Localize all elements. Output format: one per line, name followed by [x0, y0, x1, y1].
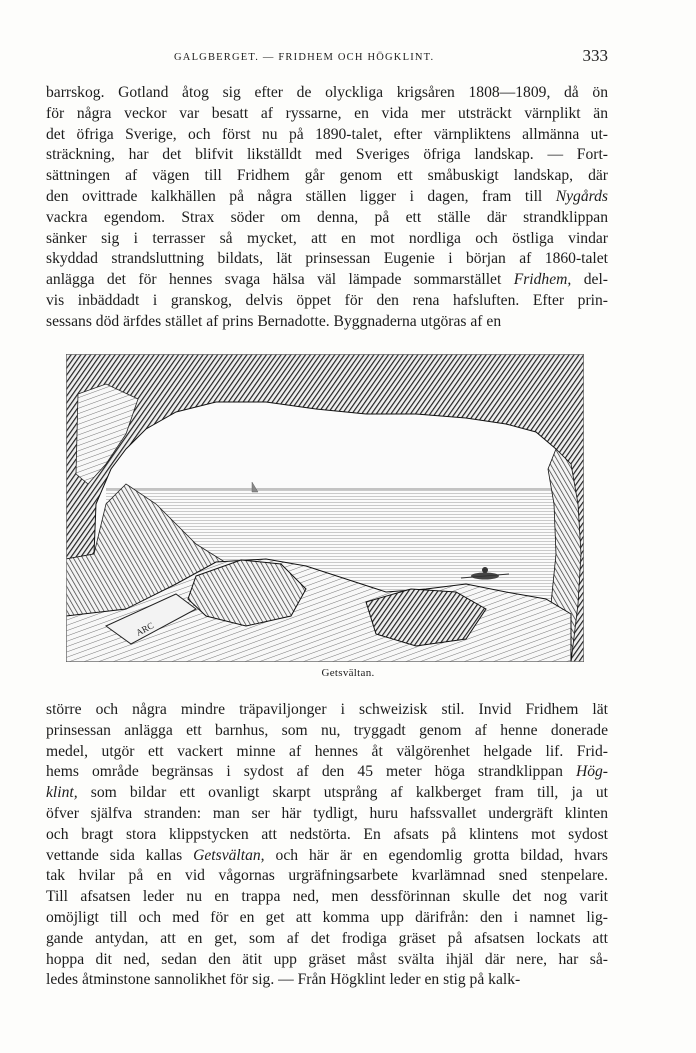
text-line: klint, som bildar ett ovanligt skarpt utsprång af kalkberget fram till, ja ut	[46, 784, 608, 802]
paragraph-1	[46, 83, 608, 333]
text-line: Till afsatsen leder nu en trappa ned, men dessförinnan skulle det nog varit	[46, 888, 608, 906]
text-line: hoppa dit ned, sedan den ätit upp gräset måst svälta ihjäl där nere, har så-	[46, 950, 608, 968]
text-line: det öfriga Sverige, och först nu på 1890-talet, efter värnpliktens allmänna ut-	[46, 125, 608, 143]
text-line: medel, utgör ett vackert minne af hennes åt välgörenhet helgade lif. Frid-	[46, 742, 608, 760]
engraving-inscription: ARC	[134, 620, 156, 638]
text-line: vis inbäddadt i granskog, delvis öppet för den rena hafsluften. Efter prin-	[46, 291, 608, 309]
text-line: sättningen af vägen till Fridhem går genom ett småbuskigt landskap, där	[46, 167, 608, 185]
text-line: öfver själfva stranden: man ser här tydligt, huru hafssvallet undergräft klinten	[46, 804, 608, 822]
text-line: gande antydan, att en get, som af det frodiga gräset på afsatsen lockats att	[46, 929, 608, 947]
figure-caption: Getsvältan.	[321, 667, 375, 679]
text-line: prinsessan anlägga ett barnhus, som nu, tryggadt genom af henne donerade	[46, 721, 608, 739]
text-line: vackra egendom. Strax söder om denna, på ett ställe där strandklippan	[46, 208, 608, 226]
text-line: sträckning, har det blifvit likställdt med Sveriges öfriga landskap. — Fort-	[46, 146, 608, 164]
text-line: omöjligt till och med för en get att komma upp därifrån: den i namnet lig-	[46, 908, 608, 926]
text-line: den ovittrade kalkhällen på några ställen ligger i dagen, fram till Nygårds	[46, 187, 608, 205]
text-line: vettande sida kallas Getsvältan, och här är en egendomlig grotta bildad, hvars	[46, 846, 608, 864]
text-line: större och några mindre träpaviljonger i schweizisk stil. Invid Fridhem lät	[46, 701, 608, 718]
text-line: sessans död ärfdes stället af prins Bernadotte. Byggnaderna utgöras af en	[46, 312, 502, 330]
text-line: hems område begränsas i sydost af den 45 meter höga strandklippan Hög-	[46, 763, 608, 781]
text-line: för några veckor var besatt af ryssarne, en vida mer utsträckt värnplikt än	[46, 104, 608, 122]
page-header	[46, 46, 608, 68]
running-head: GALGBERGET. — FRIDHEM OCH HÖGKLINT.	[174, 52, 435, 63]
getsvaltan-engraving	[66, 354, 584, 662]
text-line: och bragt stora klippstycken att nedstörta. En afsats på klintens mot sydost	[46, 825, 608, 843]
text-line: sänker sig i terrasser så mycket, att en mot nordliga och östliga vindar	[46, 229, 608, 247]
paragraph-2	[46, 700, 608, 991]
text-line: tak hvilar på en vid vågornas urgräfningsarbete kvarlämnad sned stenpelare.	[46, 867, 608, 885]
text-line: skyddad strandsluttning bildats, lät prinsessan Eugenie i början af 1860-talet	[46, 250, 608, 268]
text-line: barrskog. Gotland åtog sig efter de olyckliga krigsåren 1808—1809, då ön	[46, 84, 608, 101]
text-line: ledes åtminstone sannolikhet för sig. — Från Högklint leder en stig på kalk-	[46, 971, 521, 989]
text-line: anlägga det för hennes svaga hälsa väl lämpade sommarstället Fridhem, del-	[46, 271, 608, 289]
page-number: 333	[582, 46, 608, 65]
